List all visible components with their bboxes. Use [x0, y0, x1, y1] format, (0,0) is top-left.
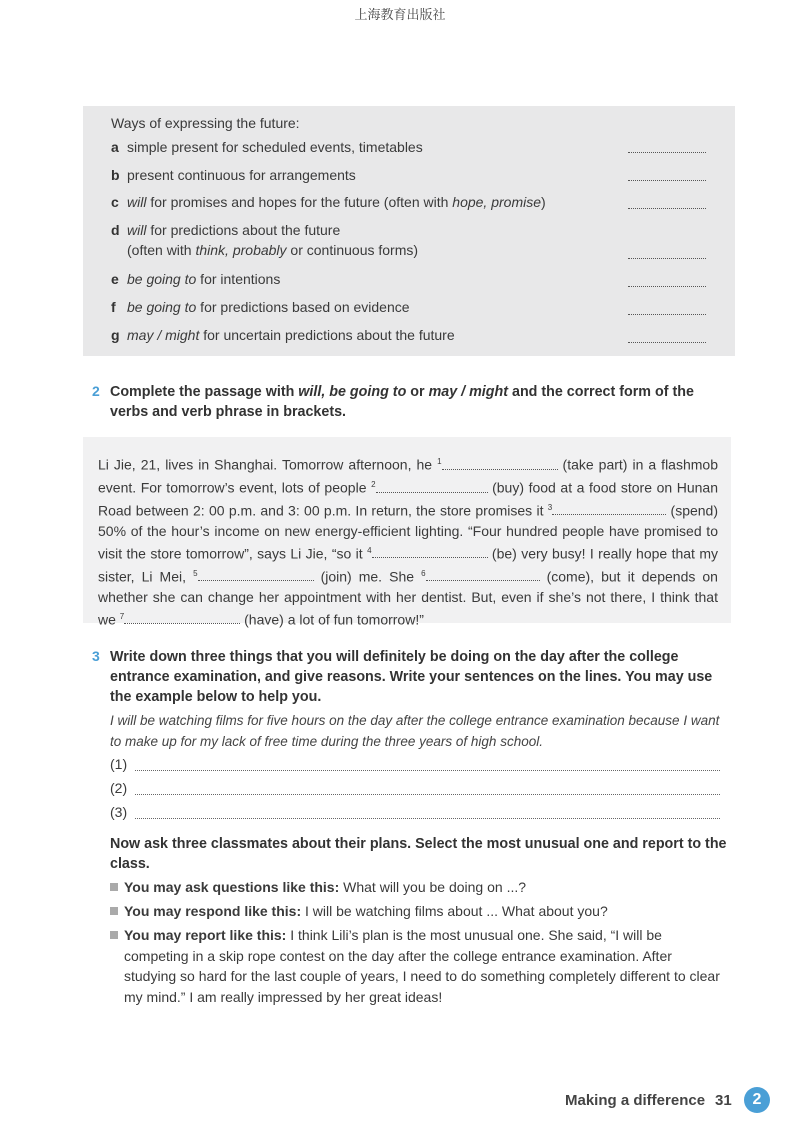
answer-blank[interactable]: [628, 180, 706, 181]
answer-blank[interactable]: [628, 342, 706, 343]
bullet-square-icon: [110, 931, 118, 939]
item-text: be going to for intentions: [127, 271, 281, 287]
item-text: may / might for uncertain predictions about the future: [127, 327, 455, 343]
item-text: be going to for predictions based on evidence: [127, 299, 410, 315]
item-text: present continuous for arrangements: [127, 167, 356, 183]
box-title: Ways of expressing the future:: [111, 115, 300, 131]
item-text: will for predictions about the future (often with think, probably or continuous forms): [127, 222, 419, 258]
line-number: (1): [110, 756, 128, 772]
blank-1[interactable]: [442, 455, 558, 470]
future-forms-box: [83, 106, 735, 356]
blank-4[interactable]: [372, 543, 488, 558]
list-item: You may respond like this: I will be watching films about ... What about you?: [110, 901, 720, 922]
item-letter: c: [111, 194, 119, 210]
unit-badge: 2: [744, 1087, 770, 1113]
item-letter: a: [111, 139, 119, 155]
passage-text: Li Jie, 21, lives in Shanghai. Tomorrow afternoon, he $^1$ (take part) in a flashmob event. For tomorrow’s event, lots of people $^2$ (buy) food at a food store on Hunan Road between 2: 00 p.m. and 3: 00 p.m. In return, the store promises it $^3$ (spend) 50% of the hour’s income on new energy-efficient lighting. “Four hundred people have promised to visit the store tomorrow”, says Li Jie, “so it $^4$ (be) very busy! I really hope that my sister, Li Mei, $^5$ (join) me. She $^6$ (come), but it depends on whether she can change her appointment with her dentist. But, even if she’s not there, I think that we $^7$ (have) a lot of fun tomorrow!”: [98, 456, 719, 628]
answer-line-3[interactable]: [110, 804, 720, 824]
publisher-header: 上海教育出版社: [354, 8, 446, 23]
question-3-instruction: Write down three things that you will definitely be doing on the day after the college entrance examination, and give reasons. Write your sentences on the lines. You may use the example below to help you.: [110, 649, 713, 705]
passage-box: [83, 437, 731, 628]
answer-blank[interactable]: [628, 286, 706, 287]
question-2-instruction: Complete the passage with will, be going to or may / might and the correct form of the verbs and verb phrase in brackets.: [110, 384, 694, 420]
item-letter: e: [111, 271, 119, 287]
blank-7[interactable]: [124, 609, 240, 624]
bullet-square-icon: [110, 883, 118, 891]
item-letter: g: [111, 327, 120, 343]
blank-6[interactable]: [426, 566, 540, 581]
answer-blank[interactable]: [628, 314, 706, 315]
line-number: (2): [110, 780, 128, 796]
unit-title: Making a difference: [565, 1092, 706, 1109]
item-letter: d: [111, 222, 120, 238]
question-number: 2: [92, 383, 100, 399]
page-footer: [565, 1092, 732, 1109]
bullet-square-icon: [110, 907, 118, 915]
item-letter: b: [111, 167, 120, 183]
page-number: 31: [715, 1092, 732, 1109]
answer-blank[interactable]: [628, 208, 706, 209]
answer-blank[interactable]: [628, 152, 706, 153]
blank-5[interactable]: [198, 566, 314, 581]
item-text: simple present for scheduled events, timetables: [127, 139, 423, 155]
answer-line-2[interactable]: [110, 780, 720, 800]
line-number: (3): [110, 804, 128, 820]
follow-up-instruction: Now ask three classmates about their plans. Select the most unusual one and report to the class.: [110, 836, 727, 872]
answer-line-1[interactable]: [110, 756, 720, 776]
item-letter: f: [111, 299, 116, 315]
blank-2[interactable]: [376, 478, 488, 493]
question-number: 3: [92, 648, 100, 664]
answer-blank[interactable]: [628, 258, 706, 259]
item-text: will for promises and hopes for the future (often with hope, promise): [127, 194, 546, 210]
list-item: You may report like this: I think Lili’s plan is the most unusual one. She said, “I will be competing in a skip rope contest on the day after the college entrance examination. After studying so hard for the last couple of years, I need to do something completely different to clear my mind.” I am really impressed by her great ideas!: [110, 925, 720, 1007]
list-item: You may ask questions like this: What will you be doing on ...?: [110, 877, 720, 898]
example-sentence: I will be watching films for five hours on the day after the college entrance examination because I want to make up for my lack of free time during the three years of high school.: [110, 713, 720, 749]
blank-3[interactable]: [552, 500, 666, 515]
